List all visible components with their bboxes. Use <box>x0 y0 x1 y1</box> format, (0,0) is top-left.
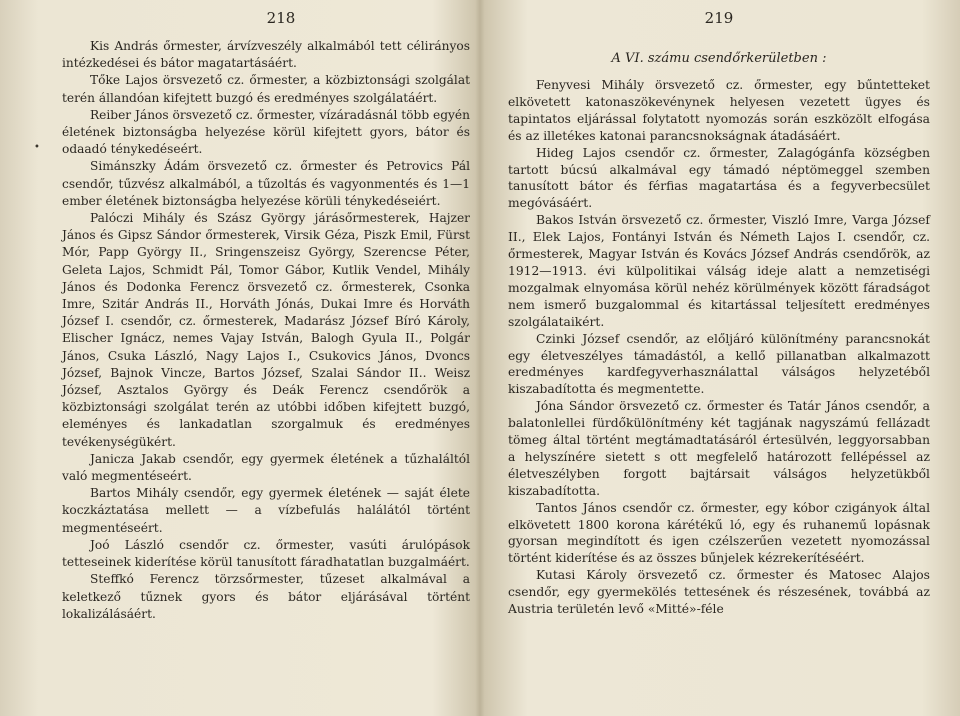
paragraph: Simánszky Ádám örsvezető cz. őrmester és Petrovics Pál csendőr, tűzvész alkalmából, a tűzoltás és vagyonmentés és 1—1 ember életének biztonságba helyezése körüli ténykedéseiért. <box>62 159 470 208</box>
paragraph: Janicza Jakab csendőr, egy gyermek életének a tűzhaláltól való megmentéseért. <box>62 451 470 484</box>
paragraph: Kutasi Károly örsvezető cz. őrmester és Matosec Alajos csendőr, egy gyermekölés tettesének és részesének, továbbá az Austria területén levő «Mitté»-féle <box>508 568 930 617</box>
paragraph: Bakos István örsvezető cz. őrmester, Viszló Imre, Varga József II., Elek Lajos, Fontányi István és Németh Lajos I. csendőr, cz. őrmesterek, Magyar István és Kovács József András csendőrök, az 1912—1913. évi külpolitikai válság ideje alatt a nemzetiségi mozgalmak elnyomása körül nehéz körülmények között fáradságot nem ismerő buzgalommal és kitartással teljesített eredményes szolgálataikért. <box>508 213 930 329</box>
paragraph: Palóczi Mihály és Szász György járásőrmesterek, Hajzer János és Gipsz Sándor őrmesterek, Virsik Géza, Piszk Emil, Fürst Mór, Papp György II., Sringenszeisz György, Szerencse Péter, Geleta Lajos, Schmidt Pál, Tomor Gábor, Kutlik Vendel, Mihály János és Dodonka Ferencz örsvezető cz. őrmesterek, Csonka Imre, Szitár András II., Horváth Jónás, Dukai Imre és Horváth József I. csendőr, cz. őrmesterek, Madarász József Bíró Károly, Elischer Ignácz, nemes Vajay István, Balogh Gyula II., Polgár János, Csuka László, Nagy Lajos I., Csukovics János, Dvoncs József, Bajnok Vincze, Bartos József, Szalai Sándor II.. Weisz József, Asztalos György és Deák Ferencz csendőrök a közbiztonsági szolgálat terén az utóbbi időben kifejtett buzgó, eleményes és lankadatlan szorgalmuk és eredményes tevékenységükért. <box>62 211 470 449</box>
paragraph: Joó László csendőr cz. őrmester, vasúti árulópások tetteseinek kiderítése körül tanusított fáradhatatlan buzgalmáért. <box>62 537 470 570</box>
paragraph: Tantos János csendőr cz. őrmester, egy kóbor czigányok által elkövetett 1800 korona kárétékű ló, egy és ruhanemű lopásnak gyorsan megindított és igen czélszerűen vezetett nyomozással történt kiderítése és az összes bűnjelek kézrekerítéséért. <box>508 500 930 566</box>
paragraph: Bartos Mihály csendőr, egy gyermek életének — saját élete koczkáztatása mellett — a vízbefulás halálától történt megmentéseért. <box>62 486 470 535</box>
page-number-right: 219 <box>704 9 734 27</box>
section-heading: A VI. számu csendőrkerületben : <box>611 51 827 66</box>
paragraph: Reiber János örsvezető cz. őrmester, vízáradásnál több egyén életének biztonságba helyezése körül kifejtett gyors, bátor és odaadó ténykedéseért. <box>62 107 470 157</box>
paragraph: Kis András őrmester, árvízveszély alkalmából tett célirányos intézkedései és bátor magatartásáért. <box>62 39 470 71</box>
paragraph: Tőke Lajos örsvezető cz. őrmester, a közbiztonsági szolgálat terén állandóan kifejtett buzgó és eredményes szolgálatáért. <box>62 73 470 105</box>
right-page <box>480 0 960 716</box>
paragraph: Czinki József csendőr, az előljáró különítmény parancsnokát egy életveszélyes támadástól, a kellő pillanatban alkalmazott eredményes kardfegyverhasználattal válságos helyzetéből kiszabadította és megmentette. <box>508 331 930 397</box>
paragraph: Steffkó Ferencz törzsőrmester, tűzeset alkalmával a keletkező tűznek gyors és bátor eljárásával történt lokalizálásáért. <box>62 572 470 621</box>
paragraph: Jóna Sándor örsvezető cz. őrmester és Tatár János csendőr, a balatonlellei fürdőkülönítmény két tagjának nagyszámú fellázadt tömeg által történt megtámadtatásáról értesülvén, leggyorsabban a helyszínére sietett s ott megfelelő határozott fellépéssel az életveszélyben forgott bajtársait válságos helyzetükből kiszabadította. <box>508 399 930 498</box>
paragraph: Hideg Lajos csendőr cz. őrmester, Zalagógánfa községben tartott búcsú alkalmával egy támadó néptömeggel szemben tanusított bátor és férfias magatartása és a fegyverbecsület megóvásáért. <box>508 145 930 211</box>
page-number-left: 218 <box>266 9 296 27</box>
margin-dot-icon: • <box>34 142 40 153</box>
paragraph: Fenyvesi Mihály örsvezető cz. őrmester, egy bűntetteket elkövetett katonaszökevénynek helyesen vezetett ügyes és tapintatos eljárással folytatott nyomozás során eszközölt elfogása és az illetékes katonai parancsnokságnak átadásáért. <box>508 78 930 143</box>
